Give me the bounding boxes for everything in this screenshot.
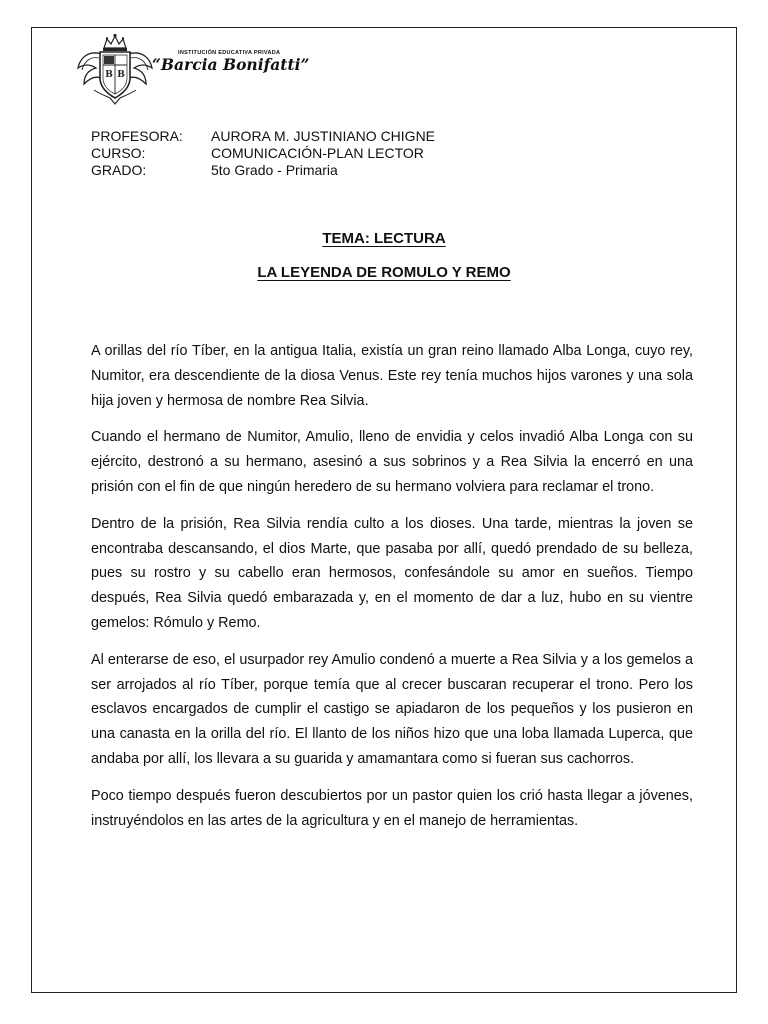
info-label: PROFESORA: bbox=[91, 128, 183, 144]
info-row-grade bbox=[91, 162, 435, 179]
paragraph: Dentro de la prisión, Rea Silvia rendía culto a los dioses. Una tarde, mientras la joven se encontraba descansando, el dios Marte, que pasaba por allí, quedó prendado de su belleza, pues su rostro y su cabello eran hermosos, confesándole su amor en sueños. Tiempo después, Rea Silvia quedó embarazada y, en el momento de dar a luz, hubo en su vientre gemelos: Rómulo y Remo. bbox=[91, 515, 693, 631]
paragraph: Al enterarse de eso, el usurpador rey Amulio condenó a muerte a Rea Silvia y a los gemelos a ser arrojados al río Tíber, porque temía que al crecer buscaran recuperar el trono. Pero los esclavos encargados de cumplir el castigo se apiadaron de los pequeños y los pusieron en una canasta en la orilla del río. El llanto de los niños hizo que una loba llamada Luperca, que andaba por allí, los llevara a su guarida y amamantara como si fueran sus cachorros. bbox=[91, 651, 693, 767]
info-value: AURORA M. JUSTINIANO CHIGNE bbox=[211, 128, 436, 144]
info-label: GRADO: bbox=[91, 162, 147, 178]
info-row-course bbox=[91, 145, 435, 162]
svg-text:B: B bbox=[117, 70, 125, 80]
paragraph: A orillas del río Tíber, en la antigua Italia, existía un gran reino llamado Alba Longa, cuyo rey, Numitor, era descendiente de la diosa Venus. Este rey tenía muchos hijos varones y una sola hija joven y hermosa de nombre Rea Silvia. bbox=[91, 343, 693, 409]
paragraph: Cuando el hermano de Numitor, Amulio, lleno de envidia y celos invadió Alba Longa con su ejército, destronó a su hermano, asesinó a sus sobrinos y a Rea Silvia la encerró en una prisión con el fin de que ningún heredero de su hermano volviera para reclamar el trono. bbox=[91, 429, 693, 495]
school-crest-logo bbox=[74, 32, 156, 106]
story-title: LA LEYENDA DE ROMULO Y REMO bbox=[257, 264, 511, 281]
info-row-teacher bbox=[91, 128, 435, 145]
info-value: COMUNICACIÓN-PLAN LECTOR bbox=[211, 145, 424, 161]
institution-type-label: INSTITUCIÓN EDUCATIVA PRIVADA bbox=[178, 50, 281, 56]
institution-name: “Barcia Bonifatti” bbox=[152, 55, 310, 74]
topic-heading: TEMA: LECTURA bbox=[322, 230, 446, 247]
story-body bbox=[91, 339, 693, 845]
paragraph: Poco tiempo después fueron descubiertos por un pastor quien los crió hasta llegar a jóvenes, instruyéndolos en las artes de la agricultura y en el manejo de herramientas. bbox=[91, 787, 693, 829]
course-info bbox=[91, 128, 435, 179]
info-value: 5to Grado - Primaria bbox=[211, 162, 338, 178]
svg-text:B: B bbox=[105, 70, 113, 80]
info-label: CURSO: bbox=[91, 145, 146, 161]
